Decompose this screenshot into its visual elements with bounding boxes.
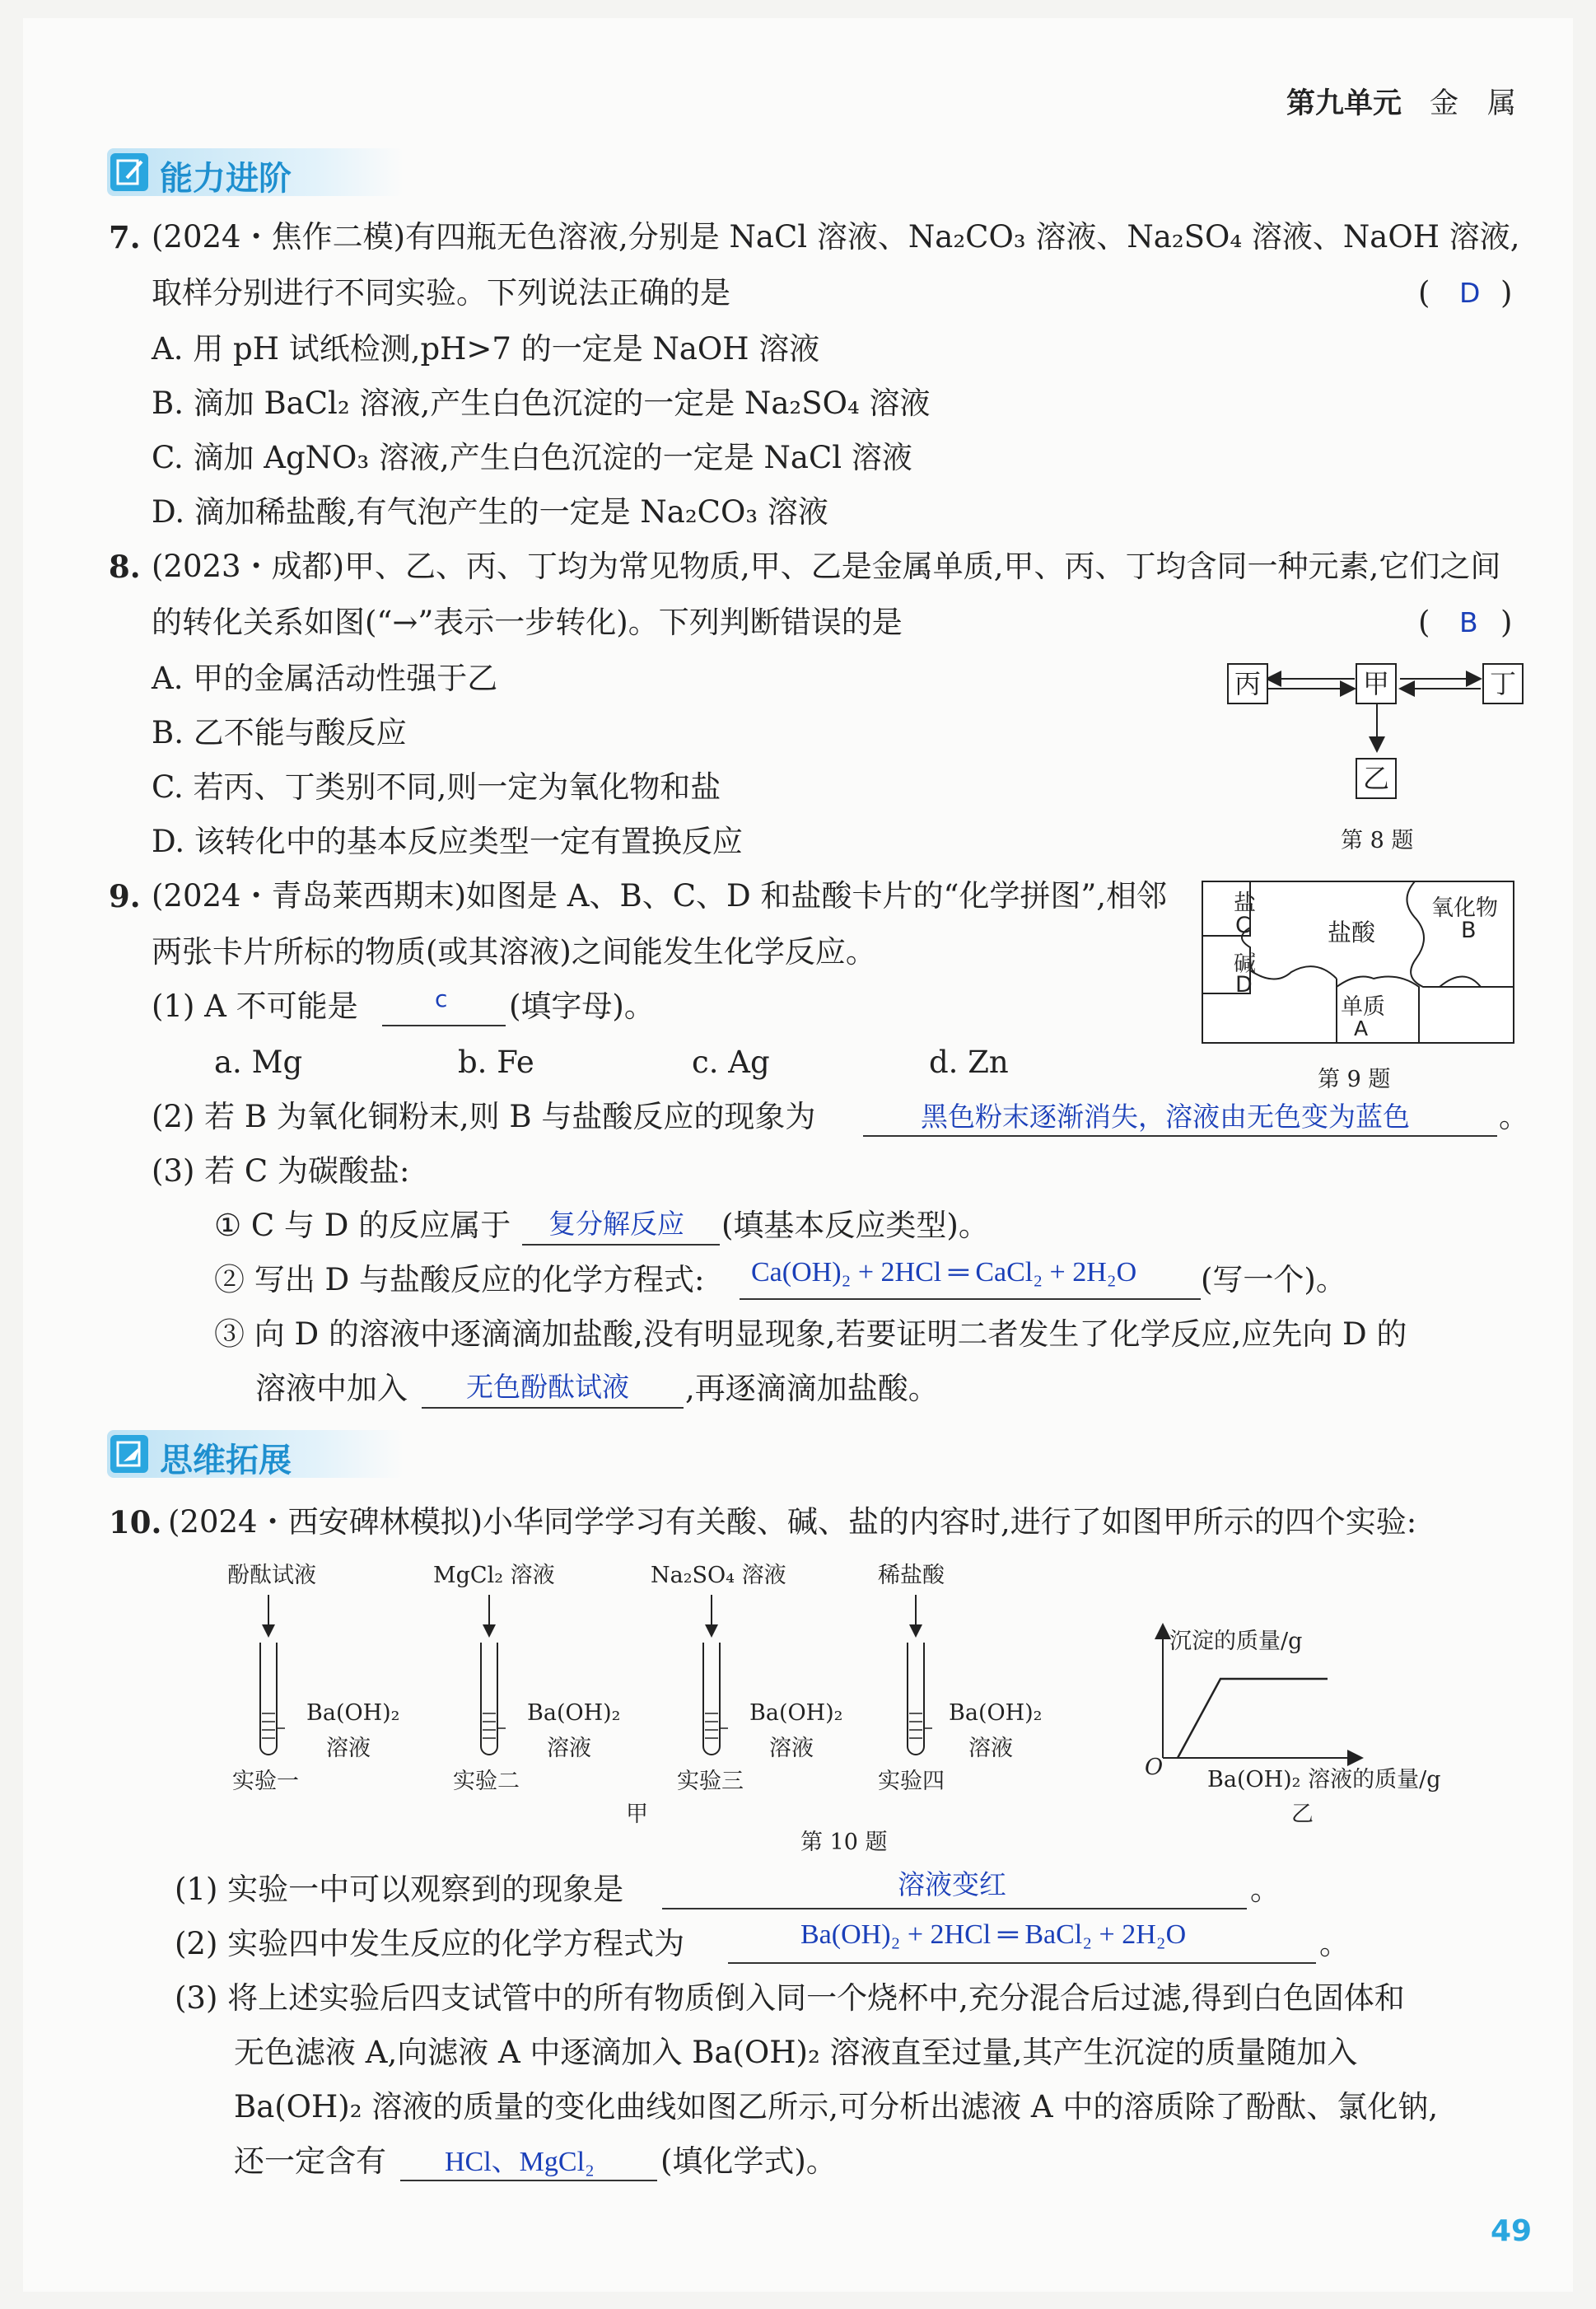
answer-blank: [382, 1025, 506, 1026]
answer-blank: [422, 1407, 684, 1409]
answer-text: 无色酚酞试液: [466, 1371, 629, 1403]
option-c: C. 若丙、丁类别不同,则一定为氧化物和盐: [152, 769, 721, 805]
q10-part3-prompt: 还一定含有: [234, 2143, 386, 2179]
option-b: b. Fe: [458, 1045, 534, 1080]
q9-part3c-prompt: 溶液中加入: [255, 1371, 408, 1406]
option-a: A. 甲的金属活动性强于乙: [152, 661, 498, 696]
tube-label: 溶液: [547, 1736, 591, 1761]
pencil-icon: [110, 153, 148, 191]
card-label-alkali: 碱: [1234, 951, 1256, 977]
question-stem: 取样分别进行不同实验。下列说法正确的是: [152, 275, 730, 311]
answer-paren-left: (: [1418, 605, 1430, 640]
q9-part3c-suffix: ,再逐滴滴加盐酸。: [685, 1371, 939, 1406]
experiment-label: 实验四: [878, 1769, 945, 1794]
q10-part3-text: Ba(OH)₂ 溶液的质量的变化曲线如图乙所示,可分析出滤液 A 中的溶质除了酚酞、氯化钠,: [234, 2089, 1439, 2124]
tube-label: Ba(OH)₂: [949, 1700, 1043, 1726]
answer-blank: [728, 1962, 1316, 1964]
node-yi: 乙: [1356, 758, 1397, 799]
q9-part2-prompt: (2) 若 B 为氧化铜粉末,则 B 与盐酸反应的现象为: [152, 1099, 816, 1134]
answer-choice: B: [1459, 606, 1478, 638]
tube-label: 溶液: [968, 1736, 1013, 1761]
figure-label-yi: 乙: [1291, 1802, 1314, 1827]
option-c: C. 滴加 AgNO₃ 溶液,产生白色沉淀的一定是 NaCl 溶液: [152, 440, 912, 475]
tube-label: Ba(OH)₂: [749, 1700, 843, 1726]
tube-label: 溶液: [769, 1736, 814, 1761]
flag-icon: [110, 1435, 148, 1473]
option-c: c. Ag: [692, 1045, 770, 1080]
card-label-b: B: [1461, 918, 1477, 943]
question-number: 9.: [109, 878, 141, 914]
question-stem: 的转化关系如图(“→”表示一步转化)。下列判断错误的是: [152, 605, 903, 640]
answer-choice: D: [1459, 277, 1481, 309]
figure-caption: 第 8 题: [1341, 828, 1414, 853]
question-stem: (2024・西安碑林模拟)小华同学学习有关酸、碱、盐的内容时,进行了如图甲所示的四个实验:: [168, 1504, 1417, 1540]
question-number: 7.: [109, 219, 141, 255]
answer-blank: [863, 1135, 1497, 1137]
section-title: 能力进阶: [160, 160, 292, 198]
card-label-oxide: 氧化物: [1431, 895, 1498, 921]
reagent-label: 酚酞试液: [227, 1563, 316, 1588]
q9-part3c-text: ③ 向 D 的溶液中逐滴滴加盐酸,没有明显现象,若要证明二者发生了化学反应,应先向 D 的: [214, 1316, 1407, 1352]
question-stem: (2023・成都)甲、乙、丙、丁均为常见物质,甲、乙是金属单质,甲、丙、丁均含同一种元素,它们之间: [152, 549, 1501, 584]
q10-part3-suffix: (填化学式)。: [660, 2143, 837, 2179]
q9-part3b-suffix: (写一个)。: [1201, 1262, 1346, 1297]
answer-formula: HCl、MgCl₂: [445, 2147, 595, 2177]
q10-part3-text: 无色滤液 A,向滤液 A 中逐滴加入 Ba(OH)₂ 溶液直至过量,其产生沉淀的质量随加入: [234, 2035, 1358, 2070]
q9-part1-prompt: (1) A 不可能是: [152, 989, 358, 1024]
question-number: 10.: [109, 1504, 162, 1540]
answer-text: c: [435, 985, 448, 1012]
answer-equation: Ca(OH)₂ + 2HCl ═ CaCl₂ + 2H₂O: [751, 1257, 1137, 1288]
question-number: 8.: [109, 549, 141, 585]
answer-blank: [400, 2180, 657, 2181]
q9-part3b-prompt: ② 写出 D 与盐酸反应的化学方程式:: [214, 1262, 705, 1297]
test-tube-3: [703, 1595, 728, 1755]
answer-text: 黑色粉末逐渐消失，溶液由无色变为蓝色: [921, 1101, 1410, 1133]
question-stem: (2024・青岛莱西期末)如图是 A、B、C、D 和盐酸卡片的“化学拼图”,相邻: [152, 878, 1168, 914]
card-label-a: A: [1354, 1017, 1369, 1040]
tube-label: Ba(OH)₂: [306, 1700, 400, 1726]
figure-caption: 第 10 题: [800, 1830, 888, 1855]
option-d: D. 滴加稀盐酸,有气泡产生的一定是 Na₂CO₃ 溶液: [152, 494, 828, 530]
graph-origin: O: [1145, 1755, 1164, 1780]
answer-text: 复分解反应: [548, 1208, 684, 1240]
q10-part3-text: (3) 将上述实验后四支试管中的所有物质倒入同一个烧杯中,充分混合后过滤,得到白色固体和: [175, 1980, 1405, 2016]
unit-label: 第九单元: [1286, 87, 1402, 120]
answer-equation: Ba(OH)₂ + 2HCl ═ BaCl₂ + 2H₂O: [800, 1919, 1187, 1950]
reagent-label: Na₂SO₄ 溶液: [651, 1563, 786, 1588]
test-tube-4: [908, 1595, 932, 1755]
card-label-c: C: [1235, 913, 1251, 938]
option-b: B. 乙不能与酸反应: [152, 715, 407, 750]
question-stem: (2024・焦作二模)有四瓶无色溶液,分别是 NaCl 溶液、Na₂CO₃ 溶液、Na₂SO₄ 溶液、NaOH 溶液,: [152, 219, 1520, 255]
reagent-label: MgCl₂ 溶液: [433, 1563, 555, 1588]
node-jia: 甲: [1356, 663, 1397, 704]
option-d: d. Zn: [929, 1045, 1009, 1080]
tube-label: 溶液: [326, 1736, 371, 1761]
page-number: 49: [1491, 2214, 1533, 2248]
section-header-ability: [107, 148, 404, 196]
question-stem: 两张卡片所标的物质(或其溶液)之间能发生化学反应。: [152, 934, 876, 970]
q9-part3-prompt: (3) 若 C 为碳酸盐:: [152, 1153, 410, 1189]
experiment-label: 实验二: [453, 1769, 520, 1794]
tube-label: Ba(OH)₂: [527, 1700, 621, 1726]
node-bing: 丙: [1227, 663, 1268, 704]
option-d: D. 该转化中的基本反应类型一定有置换反应: [152, 824, 743, 859]
test-tube-1: [260, 1595, 285, 1755]
section-header-thinking: [107, 1430, 404, 1478]
figure-label-jia: 甲: [626, 1802, 648, 1827]
answer-text: 溶液变红: [898, 1868, 1006, 1900]
q9-part3a-suffix: (填基本反应类型)。: [721, 1208, 989, 1243]
answer-paren-right: ): [1500, 605, 1513, 640]
card-label-salt: 盐: [1234, 890, 1256, 916]
option-a: A. 用 pH 试纸检测,pH>7 的一定是 NaOH 溶液: [152, 331, 820, 367]
figure-caption: 第 9 题: [1318, 1067, 1391, 1092]
unit-title: 金 属: [1430, 87, 1517, 120]
q10-part1-prompt: (1) 实验一中可以观察到的现象是: [175, 1872, 624, 1907]
node-ding: 丁: [1482, 663, 1524, 704]
test-tube-2: [481, 1595, 506, 1755]
period: 。: [1499, 1099, 1529, 1134]
answer-blank: [740, 1298, 1201, 1300]
card-label-d: D: [1235, 972, 1253, 998]
option-a: a. Mg: [214, 1045, 303, 1080]
reagent-label: 稀盐酸: [878, 1563, 945, 1588]
card-label-element: 单质: [1341, 994, 1385, 1020]
q9-part1-suffix: (填字母)。: [509, 989, 655, 1024]
section-title: 思维拓展: [160, 1442, 292, 1479]
answer-blank: [522, 1244, 720, 1246]
q9-part3a-prompt: ① C 与 D 的反应属于: [214, 1208, 511, 1243]
answer-paren-left: (: [1418, 275, 1430, 311]
experiment-label: 实验三: [677, 1769, 744, 1794]
answer-blank: [662, 1908, 1247, 1909]
graph-y-label: 沉淀的质量/g: [1169, 1629, 1303, 1654]
option-b: B. 滴加 BaCl₂ 溶液,产生白色沉淀的一定是 Na₂SO₄ 溶液: [152, 386, 931, 421]
card-label-hcl: 盐酸: [1328, 918, 1376, 947]
graph-x-label: Ba(OH)₂ 溶液的质量/g: [1207, 1767, 1441, 1793]
experiment-label: 实验一: [232, 1769, 299, 1794]
period: 。: [1250, 1872, 1281, 1907]
q10-part2-prompt: (2) 实验四中发生反应的化学方程式为: [175, 1926, 685, 1961]
answer-paren-right: ): [1500, 275, 1513, 311]
precipitate-curve: [1178, 1679, 1328, 1758]
period: 。: [1319, 1926, 1350, 1961]
